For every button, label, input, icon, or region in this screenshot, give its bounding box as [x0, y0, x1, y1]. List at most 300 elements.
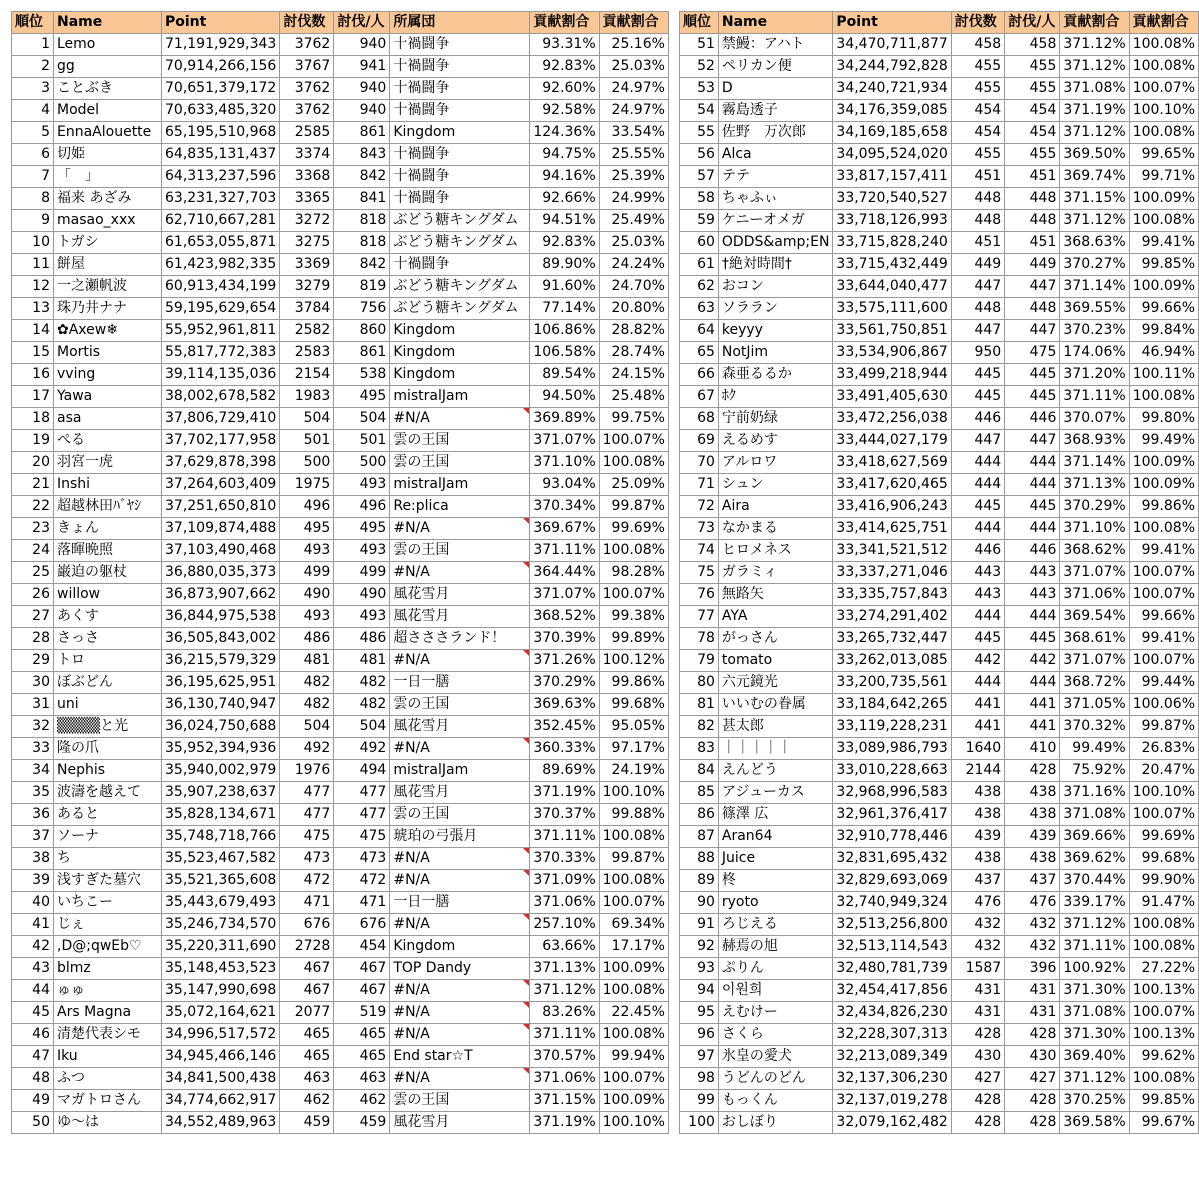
cell-kills[interactable]: 431 — [951, 980, 1004, 1002]
cell-kills[interactable]: 481 — [280, 650, 334, 672]
cell-contribution-1[interactable]: 371.13% — [1060, 474, 1129, 496]
cell-name[interactable]: asa — [54, 408, 162, 430]
cell-kills[interactable]: 490 — [280, 584, 334, 606]
cell-kills-per-person[interactable]: 431 — [1005, 1002, 1060, 1024]
cell-kills[interactable]: 2582 — [280, 320, 334, 342]
cell-contribution-2[interactable]: 99.41% — [1129, 540, 1198, 562]
cell-point[interactable]: 33,417,620,465 — [833, 474, 951, 496]
cell-guild[interactable]: #N/A — [390, 980, 530, 1002]
cell-contribution-1[interactable]: 371.06% — [1060, 584, 1129, 606]
cell-point[interactable]: 36,505,843,002 — [162, 628, 280, 650]
cell-name[interactable]: †絶対時間† — [718, 254, 833, 276]
cell-contribution-1[interactable]: 368.72% — [1060, 672, 1129, 694]
cell-contribution-2[interactable]: 99.87% — [599, 496, 668, 518]
cell-contribution-1[interactable]: 370.29% — [1060, 496, 1129, 518]
cell-contribution-2[interactable]: 100.10% — [1129, 100, 1198, 122]
cell-name[interactable]: マガトロさん — [54, 1090, 162, 1112]
cell-name[interactable]: いいむの眷属 — [718, 694, 833, 716]
cell-guild[interactable]: #N/A — [390, 870, 530, 892]
cell-rank[interactable]: 22 — [12, 496, 54, 518]
cell-kills[interactable]: 496 — [280, 496, 334, 518]
cell-point[interactable]: 32,910,778,446 — [833, 826, 951, 848]
cell-rank[interactable]: 74 — [680, 540, 719, 562]
cell-guild[interactable]: 十禍闘争 — [390, 254, 530, 276]
cell-contribution-1[interactable]: 94.75% — [530, 144, 599, 166]
cell-kills[interactable]: 465 — [280, 1024, 334, 1046]
cell-name[interactable]: Alca — [718, 144, 833, 166]
cell-kills-per-person[interactable]: 501 — [334, 430, 390, 452]
cell-guild[interactable]: Kingdom — [390, 364, 530, 386]
cell-name[interactable]: アジューカス — [718, 782, 833, 804]
cell-name[interactable]: ち — [54, 848, 162, 870]
cell-point[interactable]: 36,844,975,538 — [162, 606, 280, 628]
cell-kills[interactable]: 447 — [951, 320, 1004, 342]
cell-guild[interactable]: 雲の王国 — [390, 804, 530, 826]
cell-kills-per-person[interactable]: 475 — [334, 826, 390, 848]
cell-kills[interactable]: 3767 — [280, 56, 334, 78]
cell-point[interactable]: 32,454,417,856 — [833, 980, 951, 1002]
cell-kills[interactable]: 455 — [951, 78, 1004, 100]
cell-contribution-2[interactable]: 100.07% — [599, 584, 668, 606]
cell-name[interactable]: Mortis — [54, 342, 162, 364]
cell-contribution-2[interactable]: 27.22% — [1129, 958, 1198, 980]
cell-kills-per-person[interactable]: 446 — [1005, 540, 1060, 562]
cell-kills-per-person[interactable]: 454 — [1005, 122, 1060, 144]
header-contribution-2[interactable]: 貢献割合 — [599, 12, 668, 34]
cell-kills[interactable]: 437 — [951, 870, 1004, 892]
cell-kills-per-person[interactable]: 446 — [1005, 408, 1060, 430]
cell-name[interactable]: うどんのどん — [718, 1068, 833, 1090]
cell-rank[interactable]: 21 — [12, 474, 54, 496]
cell-kills[interactable]: 445 — [951, 496, 1004, 518]
cell-point[interactable]: 37,806,729,410 — [162, 408, 280, 430]
cell-contribution-1[interactable]: 91.60% — [530, 276, 599, 298]
cell-rank[interactable]: 33 — [12, 738, 54, 760]
cell-name[interactable]: EnnaAlouette — [54, 122, 162, 144]
cell-name[interactable]: uni — [54, 694, 162, 716]
cell-contribution-2[interactable]: 100.07% — [1129, 78, 1198, 100]
cell-contribution-2[interactable]: 100.08% — [1129, 386, 1198, 408]
cell-contribution-2[interactable]: 25.49% — [599, 210, 668, 232]
cell-kills-per-person[interactable]: 819 — [334, 276, 390, 298]
cell-name[interactable]: 餅屋 — [54, 254, 162, 276]
cell-kills[interactable]: 475 — [280, 826, 334, 848]
cell-guild[interactable]: ぶどう糖キングダム — [390, 298, 530, 320]
cell-kills[interactable]: 442 — [951, 650, 1004, 672]
cell-point[interactable]: 60,913,434,199 — [162, 276, 280, 298]
cell-contribution-1[interactable]: 89.90% — [530, 254, 599, 276]
cell-contribution-1[interactable]: 370.27% — [1060, 254, 1129, 276]
cell-name[interactable]: 「 」 — [54, 166, 162, 188]
cell-name[interactable]: 森亜るるか — [718, 364, 833, 386]
cell-point[interactable]: 33,089,986,793 — [833, 738, 951, 760]
cell-name[interactable]: えるめす — [718, 430, 833, 452]
cell-kills[interactable]: 499 — [280, 562, 334, 584]
cell-contribution-1[interactable]: 370.33% — [530, 848, 599, 870]
cell-point[interactable]: 32,079,162,482 — [833, 1112, 951, 1134]
cell-rank[interactable]: 56 — [680, 144, 719, 166]
cell-rank[interactable]: 44 — [12, 980, 54, 1002]
cell-contribution-1[interactable]: 371.19% — [1060, 100, 1129, 122]
cell-guild[interactable]: 風花雪月 — [390, 606, 530, 628]
cell-rank[interactable]: 32 — [12, 716, 54, 738]
cell-kills-per-person[interactable]: 482 — [334, 694, 390, 716]
cell-kills-per-person[interactable]: 455 — [1005, 56, 1060, 78]
cell-rank[interactable]: 83 — [680, 738, 719, 760]
cell-rank[interactable]: 60 — [680, 232, 719, 254]
cell-name[interactable]: Ars Magna — [54, 1002, 162, 1024]
cell-kills-per-person[interactable]: 396 — [1005, 958, 1060, 980]
cell-rank[interactable]: 42 — [12, 936, 54, 958]
cell-guild[interactable]: 雲の王国 — [390, 694, 530, 716]
cell-contribution-1[interactable]: 124.36% — [530, 122, 599, 144]
cell-guild[interactable]: #N/A — [390, 408, 530, 430]
cell-point[interactable]: 35,940,002,979 — [162, 760, 280, 782]
cell-contribution-1[interactable]: 371.09% — [530, 870, 599, 892]
cell-point[interactable]: 32,961,376,417 — [833, 804, 951, 826]
cell-rank[interactable]: 76 — [680, 584, 719, 606]
cell-rank[interactable]: 45 — [12, 1002, 54, 1024]
cell-kills-per-person[interactable]: 482 — [334, 672, 390, 694]
cell-contribution-2[interactable]: 17.17% — [599, 936, 668, 958]
cell-kills[interactable]: 455 — [951, 56, 1004, 78]
cell-kills[interactable]: 2144 — [951, 760, 1004, 782]
cell-contribution-2[interactable]: 100.06% — [1129, 694, 1198, 716]
cell-name[interactable]: さくら — [718, 1024, 833, 1046]
cell-rank[interactable]: 92 — [680, 936, 719, 958]
cell-kills[interactable]: 1640 — [951, 738, 1004, 760]
cell-rank[interactable]: 46 — [12, 1024, 54, 1046]
cell-rank[interactable]: 63 — [680, 298, 719, 320]
cell-kills-per-person[interactable]: 842 — [334, 254, 390, 276]
cell-kills[interactable]: 482 — [280, 672, 334, 694]
cell-name[interactable]: じぇ — [54, 914, 162, 936]
cell-point[interactable]: 33,418,627,569 — [833, 452, 951, 474]
cell-name[interactable]: シュン — [718, 474, 833, 496]
cell-name[interactable]: ヒロメネス — [718, 540, 833, 562]
cell-kills-per-person[interactable]: 493 — [334, 606, 390, 628]
cell-contribution-1[interactable]: 369.67% — [530, 518, 599, 540]
cell-contribution-1[interactable]: 369.89% — [530, 408, 599, 430]
cell-kills[interactable]: 441 — [951, 716, 1004, 738]
cell-rank[interactable]: 73 — [680, 518, 719, 540]
cell-point[interactable]: 32,434,826,230 — [833, 1002, 951, 1024]
cell-contribution-1[interactable]: 370.07% — [1060, 408, 1129, 430]
cell-contribution-2[interactable]: 69.34% — [599, 914, 668, 936]
cell-rank[interactable]: 70 — [680, 452, 719, 474]
cell-contribution-2[interactable]: 100.09% — [599, 958, 668, 980]
cell-kills-per-person[interactable]: 472 — [334, 870, 390, 892]
cell-rank[interactable]: 71 — [680, 474, 719, 496]
cell-rank[interactable]: 9 — [12, 210, 54, 232]
cell-point[interactable]: 33,444,027,179 — [833, 430, 951, 452]
cell-name[interactable]: 一之瀬帆波 — [54, 276, 162, 298]
cell-contribution-2[interactable]: 25.03% — [599, 56, 668, 78]
cell-name[interactable]: さっさ — [54, 628, 162, 650]
cell-guild[interactable]: End star☆T — [390, 1046, 530, 1068]
cell-kills[interactable]: 3368 — [280, 166, 334, 188]
cell-kills[interactable]: 500 — [280, 452, 334, 474]
cell-contribution-2[interactable]: 99.41% — [1129, 232, 1198, 254]
cell-rank[interactable]: 50 — [12, 1112, 54, 1134]
cell-contribution-2[interactable]: 46.94% — [1129, 342, 1198, 364]
cell-guild[interactable]: Kingdom — [390, 342, 530, 364]
cell-contribution-2[interactable]: 24.24% — [599, 254, 668, 276]
cell-name[interactable]: トガシ — [54, 232, 162, 254]
cell-point[interactable]: 35,521,365,608 — [162, 870, 280, 892]
cell-guild[interactable]: Re:plica — [390, 496, 530, 518]
cell-contribution-2[interactable]: 100.08% — [1129, 914, 1198, 936]
cell-point[interactable]: 33,184,642,265 — [833, 694, 951, 716]
cell-point[interactable]: 33,341,521,512 — [833, 540, 951, 562]
cell-point[interactable]: 36,880,035,373 — [162, 562, 280, 584]
cell-point[interactable]: 35,220,311,690 — [162, 936, 280, 958]
cell-kills-per-person[interactable]: 818 — [334, 232, 390, 254]
cell-name[interactable]: がっさん — [718, 628, 833, 650]
cell-kills[interactable]: 1983 — [280, 386, 334, 408]
header-point[interactable]: Point — [833, 12, 951, 34]
cell-contribution-1[interactable]: 369.55% — [1060, 298, 1129, 320]
cell-rank[interactable]: 19 — [12, 430, 54, 452]
header-guild[interactable]: 所属団 — [390, 12, 530, 34]
cell-kills-per-person[interactable]: 447 — [1005, 430, 1060, 452]
cell-kills-per-person[interactable]: 471 — [334, 892, 390, 914]
cell-rank[interactable]: 29 — [12, 650, 54, 672]
cell-name[interactable]: 六元鏡光 — [718, 672, 833, 694]
cell-name[interactable]: ゆ〜は — [54, 1112, 162, 1134]
cell-name[interactable]: Iku — [54, 1046, 162, 1068]
cell-contribution-2[interactable]: 28.82% — [599, 320, 668, 342]
cell-kills[interactable]: 444 — [951, 474, 1004, 496]
cell-guild[interactable]: Kingdom — [390, 936, 530, 958]
cell-name[interactable]: いちこー — [54, 892, 162, 914]
cell-kills[interactable]: 504 — [280, 716, 334, 738]
cell-contribution-2[interactable]: 99.88% — [599, 804, 668, 826]
cell-name[interactable]: ケニーオメガ — [718, 210, 833, 232]
cell-rank[interactable]: 27 — [12, 606, 54, 628]
cell-name[interactable]: 篠澤 広 — [718, 804, 833, 826]
cell-rank[interactable]: 58 — [680, 188, 719, 210]
cell-contribution-2[interactable]: 100.07% — [599, 430, 668, 452]
cell-rank[interactable]: 7 — [12, 166, 54, 188]
cell-name[interactable]: もっくん — [718, 1090, 833, 1112]
cell-guild[interactable]: #N/A — [390, 1068, 530, 1090]
cell-rank[interactable]: 53 — [680, 78, 719, 100]
header-kills-per-person[interactable]: 討伐/人 — [334, 12, 390, 34]
cell-point[interactable]: 71,191,929,343 — [162, 34, 280, 56]
cell-point[interactable]: 33,416,906,243 — [833, 496, 951, 518]
cell-kills-per-person[interactable]: 475 — [1005, 342, 1060, 364]
cell-rank[interactable]: 77 — [680, 606, 719, 628]
cell-kills[interactable]: 492 — [280, 738, 334, 760]
cell-name[interactable]: テテ — [718, 166, 833, 188]
cell-contribution-2[interactable]: 99.94% — [599, 1046, 668, 1068]
cell-kills[interactable]: 676 — [280, 914, 334, 936]
cell-contribution-1[interactable]: 368.62% — [1060, 540, 1129, 562]
cell-rank[interactable]: 69 — [680, 430, 719, 452]
cell-kills[interactable]: 2585 — [280, 122, 334, 144]
cell-kills-per-person[interactable]: 499 — [334, 562, 390, 584]
header-name[interactable]: Name — [54, 12, 162, 34]
cell-kills-per-person[interactable]: 443 — [1005, 584, 1060, 606]
cell-contribution-2[interactable]: 22.45% — [599, 1002, 668, 1024]
cell-name[interactable]: 甚太郎 — [718, 716, 833, 738]
cell-kills-per-person[interactable]: 427 — [1005, 1068, 1060, 1090]
cell-rank[interactable]: 8 — [12, 188, 54, 210]
cell-kills-per-person[interactable]: 438 — [1005, 804, 1060, 826]
cell-name[interactable]: Yawa — [54, 386, 162, 408]
cell-kills[interactable]: 472 — [280, 870, 334, 892]
cell-kills[interactable]: 495 — [280, 518, 334, 540]
cell-kills-per-person[interactable]: 432 — [1005, 936, 1060, 958]
cell-contribution-1[interactable]: 370.44% — [1060, 870, 1129, 892]
cell-contribution-1[interactable]: 371.11% — [530, 1024, 599, 1046]
cell-point[interactable]: 37,264,603,409 — [162, 474, 280, 496]
cell-contribution-2[interactable]: 99.87% — [599, 848, 668, 870]
cell-kills-per-person[interactable]: 437 — [1005, 870, 1060, 892]
cell-contribution-1[interactable]: 368.61% — [1060, 628, 1129, 650]
cell-name[interactable]: ryoto — [718, 892, 833, 914]
cell-contribution-2[interactable]: 20.80% — [599, 298, 668, 320]
cell-rank[interactable]: 64 — [680, 320, 719, 342]
cell-rank[interactable]: 10 — [12, 232, 54, 254]
cell-contribution-2[interactable]: 100.10% — [599, 782, 668, 804]
cell-rank[interactable]: 2 — [12, 56, 54, 78]
cell-kills[interactable]: 448 — [951, 210, 1004, 232]
header-kills[interactable]: 討伐数 — [280, 12, 334, 34]
cell-point[interactable]: 64,313,237,596 — [162, 166, 280, 188]
cell-name[interactable]: tomato — [718, 650, 833, 672]
cell-contribution-1[interactable]: 371.12% — [1060, 122, 1129, 144]
cell-contribution-1[interactable]: 371.06% — [530, 1068, 599, 1090]
cell-contribution-1[interactable]: 371.12% — [1060, 1068, 1129, 1090]
cell-contribution-2[interactable]: 100.08% — [1129, 936, 1198, 958]
cell-kills[interactable]: 438 — [951, 782, 1004, 804]
cell-point[interactable]: 35,523,467,582 — [162, 848, 280, 870]
cell-kills[interactable]: 430 — [951, 1046, 1004, 1068]
cell-rank[interactable]: 6 — [12, 144, 54, 166]
cell-contribution-2[interactable]: 99.38% — [599, 606, 668, 628]
cell-kills-per-person[interactable]: 940 — [334, 100, 390, 122]
cell-contribution-2[interactable]: 100.07% — [1129, 1002, 1198, 1024]
cell-kills[interactable]: 428 — [951, 1112, 1004, 1134]
cell-contribution-1[interactable]: 94.50% — [530, 386, 599, 408]
cell-contribution-1[interactable]: 371.07% — [1060, 562, 1129, 584]
cell-kills[interactable]: 455 — [951, 144, 1004, 166]
cell-contribution-1[interactable]: 371.30% — [1060, 980, 1129, 1002]
cell-contribution-1[interactable]: 371.14% — [1060, 452, 1129, 474]
cell-name[interactable]: 이원희 — [718, 980, 833, 1002]
cell-contribution-2[interactable]: 24.70% — [599, 276, 668, 298]
cell-name[interactable]: ,D@;qwEb♡ — [54, 936, 162, 958]
cell-kills-per-person[interactable]: 428 — [1005, 760, 1060, 782]
cell-name[interactable]: Juice — [718, 848, 833, 870]
cell-kills[interactable]: 444 — [951, 452, 1004, 474]
cell-kills[interactable]: 473 — [280, 848, 334, 870]
cell-point[interactable]: 35,828,134,671 — [162, 804, 280, 826]
cell-name[interactable]: blmz — [54, 958, 162, 980]
cell-kills[interactable]: 477 — [280, 782, 334, 804]
cell-guild[interactable]: #N/A — [390, 1024, 530, 1046]
cell-point[interactable]: 33,715,828,240 — [833, 232, 951, 254]
cell-kills-per-person[interactable]: 448 — [1005, 298, 1060, 320]
cell-contribution-2[interactable]: 100.10% — [599, 1112, 668, 1134]
cell-contribution-2[interactable]: 100.08% — [599, 870, 668, 892]
cell-contribution-1[interactable]: 99.49% — [1060, 738, 1129, 760]
cell-guild[interactable]: #N/A — [390, 848, 530, 870]
cell-contribution-2[interactable]: 100.07% — [599, 1068, 668, 1090]
cell-kills[interactable]: 458 — [951, 34, 1004, 56]
cell-name[interactable]: ガラミィ — [718, 562, 833, 584]
cell-rank[interactable]: 31 — [12, 694, 54, 716]
cell-kills-per-person[interactable]: 445 — [1005, 364, 1060, 386]
cell-contribution-1[interactable]: 370.23% — [1060, 320, 1129, 342]
cell-kills[interactable]: 438 — [951, 804, 1004, 826]
cell-rank[interactable]: 99 — [680, 1090, 719, 1112]
cell-contribution-1[interactable]: 371.07% — [1060, 650, 1129, 672]
cell-rank[interactable]: 67 — [680, 386, 719, 408]
cell-rank[interactable]: 88 — [680, 848, 719, 870]
cell-name[interactable]: ろじえる — [718, 914, 833, 936]
cell-point[interactable]: 33,274,291,402 — [833, 606, 951, 628]
cell-contribution-1[interactable]: 369.63% — [530, 694, 599, 716]
cell-point[interactable]: 61,423,982,335 — [162, 254, 280, 276]
cell-kills-per-person[interactable]: 861 — [334, 342, 390, 364]
cell-kills[interactable]: 447 — [951, 276, 1004, 298]
cell-guild[interactable]: 雲の王国 — [390, 430, 530, 452]
cell-point[interactable]: 34,240,721,934 — [833, 78, 951, 100]
cell-name[interactable]: 隆の爪 — [54, 738, 162, 760]
cell-kills-per-person[interactable]: 441 — [1005, 694, 1060, 716]
cell-rank[interactable]: 93 — [680, 958, 719, 980]
cell-point[interactable]: 32,740,949,324 — [833, 892, 951, 914]
cell-rank[interactable]: 13 — [12, 298, 54, 320]
cell-rank[interactable]: 49 — [12, 1090, 54, 1112]
cell-kills[interactable]: 448 — [951, 188, 1004, 210]
cell-name[interactable]: 柊 — [718, 870, 833, 892]
cell-rank[interactable]: 26 — [12, 584, 54, 606]
header-rank[interactable]: 順位 — [680, 12, 719, 34]
cell-contribution-2[interactable]: 99.44% — [1129, 672, 1198, 694]
cell-point[interactable]: 32,513,256,800 — [833, 914, 951, 936]
cell-kills[interactable]: 486 — [280, 628, 334, 650]
cell-rank[interactable]: 3 — [12, 78, 54, 100]
cell-contribution-1[interactable]: 339.17% — [1060, 892, 1129, 914]
cell-kills-per-person[interactable]: 756 — [334, 298, 390, 320]
cell-name[interactable]: 落暉晩照 — [54, 540, 162, 562]
header-contribution-1[interactable]: 貢献割合 — [530, 12, 599, 34]
cell-name[interactable]: ゅゅ — [54, 980, 162, 1002]
cell-point[interactable]: 35,148,453,523 — [162, 958, 280, 980]
cell-kills-per-person[interactable]: 454 — [334, 936, 390, 958]
cell-rank[interactable]: 40 — [12, 892, 54, 914]
cell-name[interactable]: Inshi — [54, 474, 162, 496]
cell-kills-per-person[interactable]: 445 — [1005, 496, 1060, 518]
cell-rank[interactable]: 68 — [680, 408, 719, 430]
cell-contribution-1[interactable]: 174.06% — [1060, 342, 1129, 364]
cell-name[interactable]: 無路矢 — [718, 584, 833, 606]
cell-point[interactable]: 70,651,379,172 — [162, 78, 280, 100]
cell-contribution-1[interactable]: 370.57% — [530, 1046, 599, 1068]
cell-kills[interactable]: 3784 — [280, 298, 334, 320]
cell-guild[interactable]: 一日一膳 — [390, 672, 530, 694]
cell-point[interactable]: 70,914,266,156 — [162, 56, 280, 78]
cell-kills-per-person[interactable]: 438 — [1005, 848, 1060, 870]
cell-guild[interactable]: 風花雪月 — [390, 584, 530, 606]
cell-rank[interactable]: 62 — [680, 276, 719, 298]
cell-kills[interactable]: 950 — [951, 342, 1004, 364]
cell-kills[interactable]: 467 — [280, 958, 334, 980]
